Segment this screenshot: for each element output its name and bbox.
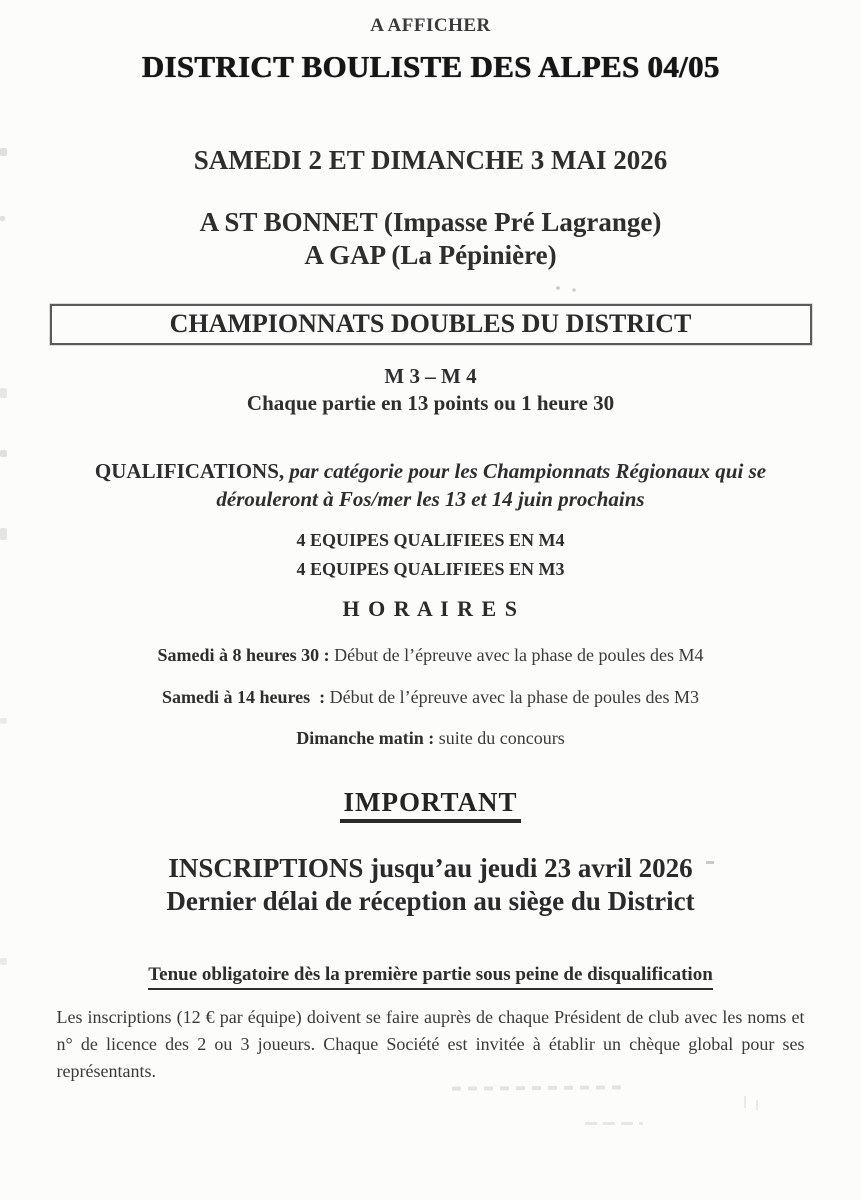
horaire-text: suite du concours [438,728,565,748]
qualified-m4-line: 4 EQUIPES QUALIFIEES EN M4 [296,530,565,550]
horaire-label: Samedi à 14 heures : [161,687,326,707]
venue-line-st-bonnet: A ST BONNET (Impasse Pré Lagrange) [199,207,662,237]
event-dates: SAMEDI 2 ET DIMANCHE 3 MAI 2026 [193,145,668,175]
qualifications-line1: par catégorie pour les Championnats Régionaux qui se [289,459,767,483]
page-title: DISTRICT BOULISTE DES ALPES 04/05 [141,49,720,84]
qualified-m3-row [0,559,861,580]
horaires-heading: H O R A I R E S [342,596,519,621]
venue-line-gap: A GAP (La Pépinière) [304,240,557,270]
scan-artifact [552,284,586,292]
qualifications-line2: dérouleront à Fos/mer les 13 et 14 juin prochains [216,487,645,511]
qualified-m4-row [0,530,861,551]
notice-label: A AFFICHER [370,15,491,36]
boxed-championship-heading: CHAMPIONNATS DOUBLES DU DISTRICT [50,304,812,345]
horaire-item-dimanche [0,728,861,749]
venues-block [0,206,861,272]
scan-artifact [0,718,7,724]
horaire-item-samedi-matin [0,645,861,666]
dress-code-row [0,964,861,990]
important-heading-row [0,787,861,823]
scan-artifact [0,450,7,457]
categories-line: M 3 – M 4 [384,364,477,388]
registration-note-paragraph: Les inscriptions (12 € par équipe) doivent se faire auprès de chaque Président de club avec les noms et n° de licence des 2 ou 3 joueurs. Chaque Société est invitée à établir un chèque global pour ses représentants. [56,1007,805,1081]
qualifications-paragraph [81,457,781,513]
qualified-m3-line: 4 EQUIPES QUALIFIEES EN M3 [296,559,565,579]
important-heading: IMPORTANT [340,787,520,823]
scan-artifact [452,1085,622,1090]
scan-artifact [742,1096,764,1114]
inscriptions-reception-line: Dernier délai de réception au siège du District [166,886,695,916]
horaire-label: Samedi à 8 heures 30 : [157,645,330,665]
dress-code-line: Tenue obligatoire dès la première partie sous peine de disqualification [148,964,713,990]
match-rule-line: Chaque partie en 13 points ou 1 heure 30 [246,391,615,415]
scan-artifact [585,1122,643,1125]
inscriptions-block [0,852,861,918]
horaire-text: Début de l’épreuve avec la phase de poules des M4 [334,645,704,665]
horaire-label: Dimanche matin : [296,728,435,748]
qualifications-lead: QUALIFICATIONS, [94,459,285,483]
inscriptions-deadline-line: INSCRIPTIONS jusqu’au jeudi 23 avril 2026 [168,853,693,883]
horaire-item-samedi-apres-midi [0,687,861,708]
horaire-text: Début de l’épreuve avec la phase de poules des M3 [329,687,700,707]
